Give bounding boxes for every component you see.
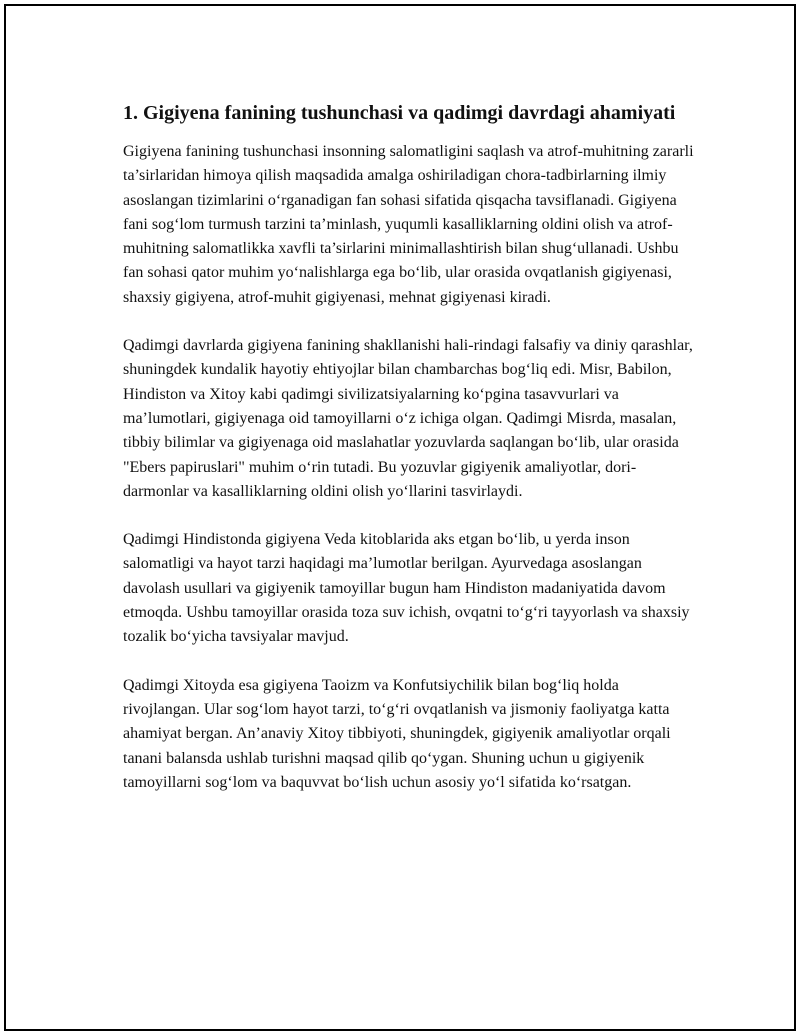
document-body xyxy=(123,100,695,819)
paragraph-china: Qadimgi Xitoyda esa gigiyena Taoizm va Konfutsiychilik bilan bog‘liq holda rivojlangan. Ular sog‘lom hayot tarzi, to‘g‘ri ovqatlanish va jismoniy faoliyatga katta ahamiyat bergan. An’anaviy Xitoy tibbiyoti, shuningdek, gigiyenik amaliyotlar orqali tanani balansda ushlab turishni maqsad qilib qo‘ygan. Shuning uchun u gigiyenik tamoyillarni sog‘lom va baquvvat bo‘lish uchun asosiy yo‘l sifatida ko‘rsatgan. xyxy=(123,676,671,791)
paragraph-definition: Gigiyena fanining tushunchasi insonning salomatligini saqlash va atrof-muhitning zararli ta’sirlaridan himoya qilish maqsadida amalga oshiriladigan chora-tadbirlarning ilmiy asoslangan tizimlarini o‘rganadigan fan sohasi sifatida qisqacha tavsiflanadi. Gigiyena fani sog‘lom turmush tarzini ta’minlash, yuqumli kasalliklarning oldini olish va atrof-muhitning salomatlikka xavfli ta’sirlarini minimallashtirish bilan shug‘ullanadi. Ushbu fan sohasi qator muhim yo‘nalishlarga ega bo‘lib, ular orasida ovqatlanish gigiyenasi, shaxsiy gigiyena, atrof-muhit gigiyenasi, mehnat gigiyenasi kiradi. xyxy=(123,143,694,306)
section-title: 1. Gigiyena fanining tushunchasi va qadimgi davrdagi ahamiyati xyxy=(123,102,676,124)
paragraph-india: Qadimgi Hindistonda gigiyena Veda kitoblarida aks etgan bo‘lib, u yerda inson salomatligi va hayot tarzi haqidagi ma’lumotlar berilgan. Ayurvedaga asoslangan davolash usullari va gigiyenik tamoyillar bugun ham Hindiston madaniyatida davom etmoqda. Ushbu tamoyillar orasida toza suv ichish, ovqatni to‘g‘ri tayyorlash va shaxsiy tozalik bo‘yicha tavsiyalar mavjud. xyxy=(123,531,690,646)
paragraph-ancient-times: Qadimgi davrlarda gigiyena fanining shakllanishi hali-rindagi falsafiy va diniy qarashlar, shuningdek kundalik hayotiy ehtiyojlar bilan chambarchas bog‘liq edi. Misr, Babilon, Hindiston va Xitoy kabi qadimgi sivilizatsiyalarning ko‘pgina tasavvurlari va ma’lumotlari, gigiyenaga oid tamoyillarni o‘z ichiga olgan. Qadimgi Misrda, masalan, tibbiy bilimlar va gigiyenaga oid maslahatlar yozuvlarda saqlangan bo‘lib, ular orasida "Ebers papiruslari" muhim o‘rin tutadi. Bu yozuvlar gigiyenik amaliyotlar, dori-darmonlar va kasalliklarning oldini olish yo‘llarini tasvirlaydi. xyxy=(123,337,693,500)
page-frame xyxy=(4,4,796,1031)
